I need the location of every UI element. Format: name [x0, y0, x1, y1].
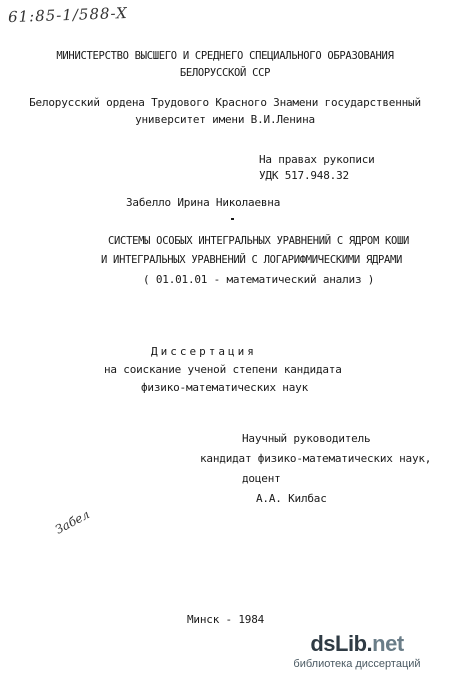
dissertation-title-line-2: И ИНТЕГРАЛЬНЫХ УРАВНЕНИЙ С ЛОГАРИФМИЧЕСКИМИ ЯДРАМИ: [101, 254, 403, 266]
dissertation-title-line-1: СИСТЕМЫ ОСОБЫХ ИНТЕГРАЛЬНЫХ УРАВНЕНИЙ С ЯДРОМ КОШИ: [108, 235, 410, 247]
dslib-logo: [272, 632, 442, 656]
document-type: Диссертация: [151, 345, 257, 358]
logo-tld: net: [372, 631, 404, 656]
ink-dot: [231, 218, 234, 220]
place-and-year: Минск - 1984: [187, 613, 265, 626]
specialty-code: ( 01.01.01 - математический анализ ): [143, 273, 375, 286]
ministry-line-2: БЕЛОРУССКОЙ ССР: [179, 67, 271, 79]
watermark-subtitle: библиотека диссертаций: [293, 658, 421, 670]
manuscript-rights: На правах рукописи: [259, 153, 375, 166]
logo-main: dsLib: [310, 631, 367, 656]
udc-code: УДК 517.948.32: [259, 169, 349, 182]
margin-note-handwritten: Забел: [52, 507, 92, 537]
degree-line-1: на соискание ученой степени кандидата: [104, 363, 342, 376]
dslib-watermark[interactable]: [272, 632, 442, 671]
logo-dot: .: [366, 631, 373, 656]
university-line-1: Белорусский ордена Трудового Красного Знамени государственный: [29, 96, 421, 109]
supervisor-rank: доцент: [242, 472, 281, 485]
author-name: Забелло Ирина Николаевна: [126, 196, 281, 209]
archive-code-handwritten: 61:85-1/588-X: [7, 3, 129, 27]
university-line-2: университет имени В.И.Ленина: [135, 113, 315, 126]
supervisor-name: А.А. Килбас: [256, 492, 327, 505]
degree-line-2: физико-математических наук: [141, 381, 308, 394]
ministry-line-1: МИНИСТЕРСТВО ВЫСШЕГО И СРЕДНЕГО СПЕЦИАЛЬНОГО ОБРАЗОВАНИЯ: [56, 50, 394, 62]
supervisor-degree: кандидат физико-математических наук,: [200, 452, 432, 465]
supervisor-title: Научный руководитель: [242, 432, 371, 445]
